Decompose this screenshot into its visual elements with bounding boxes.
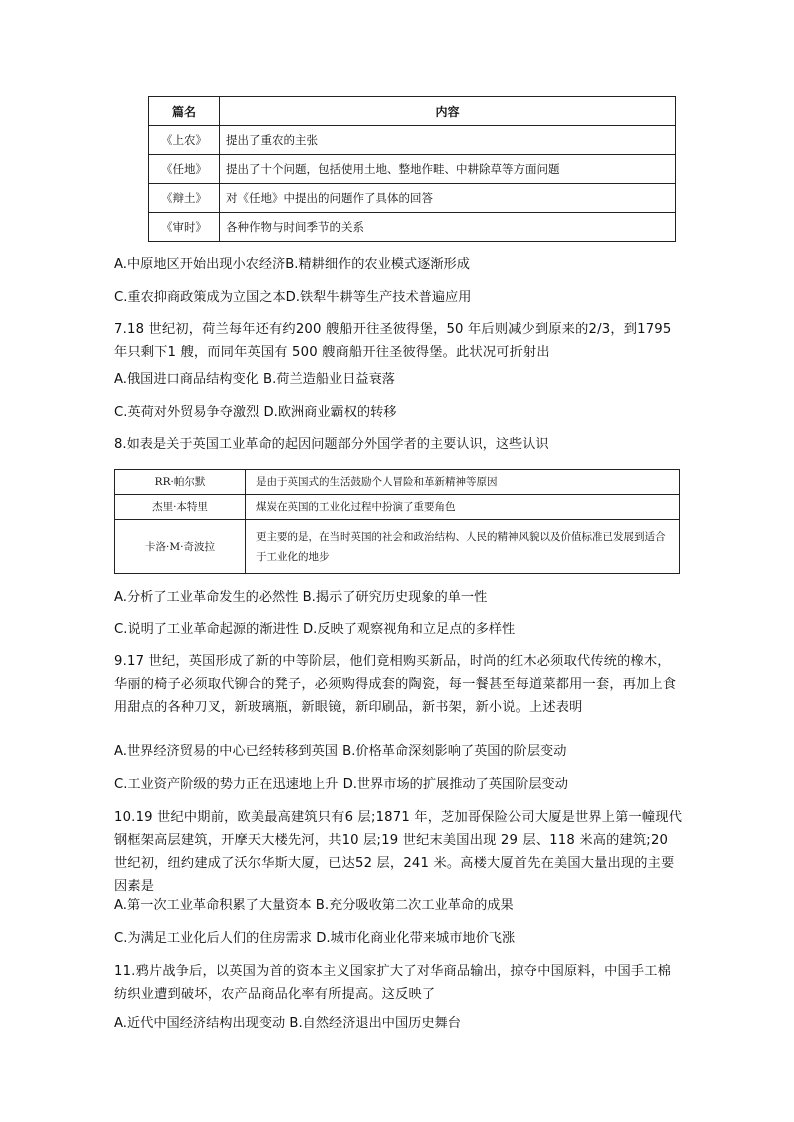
q9-options-ab: A.世界经济贸易的中心已经转移到英国 B.价格革命深刻影响了英国的阶层变动: [114, 744, 567, 759]
table-cell: 《上农》: [149, 126, 220, 155]
q7-options-cd: C.英荷对外贸易争夺激烈 D.欧洲商业霸权的转移: [114, 405, 397, 420]
q10-stem: 10.19 世纪中期前，欧美最高建筑只有6 层;1871 年，芝加哥保险公司大厦是世界上第一幢现代钢框架高层建筑，开摩天大楼先河，共10 层;19 世纪末美国出现 29 层、118 米高的建筑;20 世纪初，纽约建成了沃尔华斯大厦，已达52 层，241 米。高楼大厦首先在美国大量出现的主要因素是: [114, 810, 683, 894]
table-header: 内容: [220, 97, 676, 126]
table-cell: 《辩土》: [149, 184, 220, 213]
q10-options-ab: A.第一次工业革命积累了大量资本 B.充分吸收第二次工业革命的成果: [114, 898, 514, 913]
q6-options-cd: C.重农抑商政策成为立国之本D.铁犁牛耕等生产技术普遍应用: [114, 290, 472, 305]
table-cell: RR·帕尔默: [115, 470, 246, 495]
table-cell: 更主要的是，在当时英国的社会和政治结构、人民的精神风貌以及价值标准已发展到适合于工业化的地步: [246, 520, 680, 574]
q7-stem: 7.18 世纪初，荷兰每年还有约200 艘船开往圣彼得堡，50 年后则减少到原来的2/3，到1795 年只剩下1 艘，而同年英国有 500 艘商船开往圣彼得堡。此状况可折射出: [114, 322, 672, 360]
table-row: [149, 155, 676, 184]
q11-stem: 11.鸦片战争后，以英国为首的资本主义国家扩大了对华商品输出，掠夺中国原料，中国手工棉纺织业遭到破坏，农产品商品化率有所提高。这反映了: [114, 964, 672, 1002]
q9-stem: 9.17 世纪，英国形成了新的中等阶层，他们竟相购买新品，时尚的红木必须取代传统的橡木，华丽的椅子必须取代铆合的凳子，必须购得成套的陶瓷，每一餐甚至每道菜都用一套，再加上食用甜点的各种刀叉，新玻璃瓶，新眼镜，新印刷品，新书架，新小说。上述表明: [114, 654, 677, 715]
q6-options-ab: A.中原地区开始出现小农经济B.精耕细作的农业模式逐渐形成: [114, 257, 470, 272]
table-cell: 提出了重农的主张: [220, 126, 676, 155]
table-cell: 对《任地》中提出的问题作了具体的回答: [220, 184, 676, 213]
table-row: [149, 126, 676, 155]
table-cell: 杰里·本特里: [115, 495, 246, 520]
table-cell: 各种作物与时间季节的关系: [220, 213, 676, 242]
q8-stem: 8.如表是关于英国工业革命的起因问题部分外国学者的主要认识，这些认识: [114, 437, 549, 452]
table-cell: 提出了十个问题，包括使用土地、整地作畦、中耕除草等方面问题: [220, 155, 676, 184]
scholars-table: [114, 469, 680, 574]
q7-options-ab: A.俄国进口商品结构变化 B.荷兰造船业日益衰落: [114, 372, 395, 387]
q8-options-ab: A.分析了工业革命发生的必然性 B.揭示了研究历史现象的单一性: [114, 590, 488, 605]
table-row: [149, 213, 676, 242]
table-cell: 煤炭在英国的工业化过程中扮演了重要角色: [246, 495, 680, 520]
q10-options-cd: C.为满足工业化后人们的住房需求 D.城市化商业化带来城市地价飞涨: [114, 931, 516, 946]
book-chapters-table: [148, 96, 676, 242]
q9-options-cd: C.工业资产阶级的势力正在迅速地上升 D.世界市场的扩展推动了英国阶层变动: [114, 777, 568, 792]
table-cell: 《审时》: [149, 213, 220, 242]
table-header: 篇名: [149, 97, 220, 126]
table-cell: 《任地》: [149, 155, 220, 184]
table-row: [115, 520, 680, 574]
table-row: [149, 184, 676, 213]
table-row: [115, 495, 680, 520]
q8-options-cd: C.说明了工业革命起源的渐进性 D.反映了观察视角和立足点的多样性: [114, 622, 516, 637]
table-row: [115, 470, 680, 495]
table-cell: 是由于英国式的生活鼓励个人冒险和革新精神等原因: [246, 470, 680, 495]
table-cell: 卡洛·M·奇波拉: [115, 520, 246, 574]
q11-options-ab: A.近代中国经济结构出现变动 B.自然经济退出中国历史舞台: [114, 1016, 461, 1031]
